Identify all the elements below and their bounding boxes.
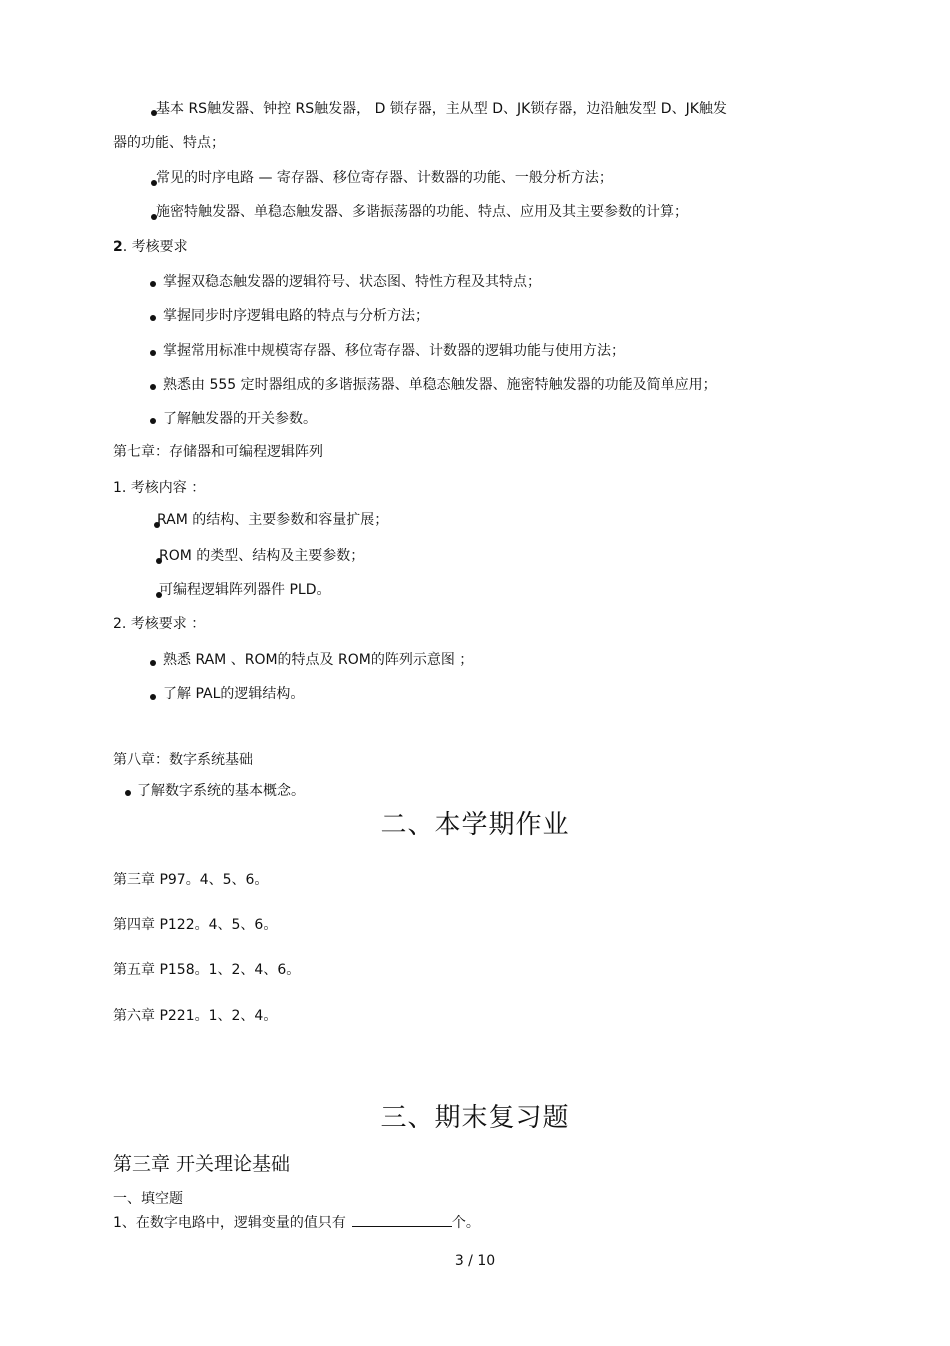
bullet-icon: [150, 315, 156, 321]
chapter-title: 第三章 开关理论基础: [113, 1153, 291, 1175]
content-item: 施密特触发器、单稳态触发器、多谐振荡器的功能、特点、应用及其主要参数的计算；: [156, 204, 688, 220]
bullet-icon: [150, 418, 156, 424]
requirement-item: 了解触发器的开关参数。: [163, 411, 317, 427]
content-item: 基本 RS触发器、钟控 RS触发器， D 锁存器，主从型 D、JK锁存器，边沿触发型 D、JK触发: [156, 101, 727, 117]
content-item: 常见的时序电路 — 寄存器、移位寄存器、计数器的功能、一般分析方法；: [156, 170, 613, 186]
chapter-title: 第八章：数字系统基础: [113, 752, 253, 768]
bullet-icon: [150, 384, 156, 390]
requirements-heading: 2. 考核要求 ：: [113, 616, 206, 632]
homework-item: 第六章 P221。1、2、4。: [113, 1008, 278, 1024]
requirements-heading: [113, 237, 188, 257]
content-item: 了解数字系统的基本概念。: [137, 783, 305, 799]
heading-text: . 考核要求: [122, 239, 188, 255]
question-suffix: 个。: [451, 1215, 480, 1231]
question-text: 1、在数字电路中，逻辑变量的值只有: [113, 1215, 346, 1231]
heading-number: 2: [113, 239, 123, 255]
homework-item: 第三章 P97。4、5、6。: [113, 872, 269, 888]
requirement-item: 熟悉由 555 定时器组成的多谐振荡器、单稳态触发器、施密特触发器的功能及简单应用；: [163, 377, 717, 393]
bullet-icon: [125, 790, 131, 796]
bullet-icon: [150, 660, 156, 666]
bullet-icon: [150, 281, 156, 287]
homework-item: 第五章 P158。1、2、4、6。: [113, 962, 301, 978]
requirement-item: 掌握双稳态触发器的逻辑符号、状态图、特性方程及其特点；: [163, 274, 541, 290]
content-item: RAM 的结构、主要参数和容量扩展；: [157, 512, 389, 528]
content-item: 可编程逻辑阵列器件 PLD。: [159, 582, 331, 598]
content-item-continuation: 器的功能、特点；: [113, 135, 225, 151]
bullet-icon: [150, 350, 156, 356]
chapter-title: 第七章：存储器和可编程逻辑阵列: [113, 444, 323, 460]
bullet-icon: [150, 694, 156, 700]
page-number: 3 / 10: [454, 1253, 496, 1269]
requirement-item: 熟悉 RAM 、ROM的特点及 ROM的阵列示意图 ；: [163, 652, 474, 668]
section-title: 三、期末复习题: [380, 1103, 570, 1133]
content-heading: 1. 考核内容 ：: [113, 480, 206, 496]
requirement-item: 掌握同步时序逻辑电路的特点与分析方法；: [163, 308, 429, 324]
requirement-item: 了解 PAL的逻辑结构。: [163, 686, 305, 702]
content-item: ROM 的类型、结构及主要参数；: [159, 548, 365, 564]
question-item: [113, 1212, 480, 1233]
answer-blank: [352, 1212, 452, 1227]
requirement-item: 掌握常用标准中规模寄存器、移位寄存器、计数器的逻辑功能与使用方法；: [163, 343, 625, 359]
homework-item: 第四章 P122。4、5、6。: [113, 917, 278, 933]
section-title: 二、本学期作业: [380, 810, 570, 840]
question-type-heading: 一、填空题: [113, 1191, 183, 1207]
